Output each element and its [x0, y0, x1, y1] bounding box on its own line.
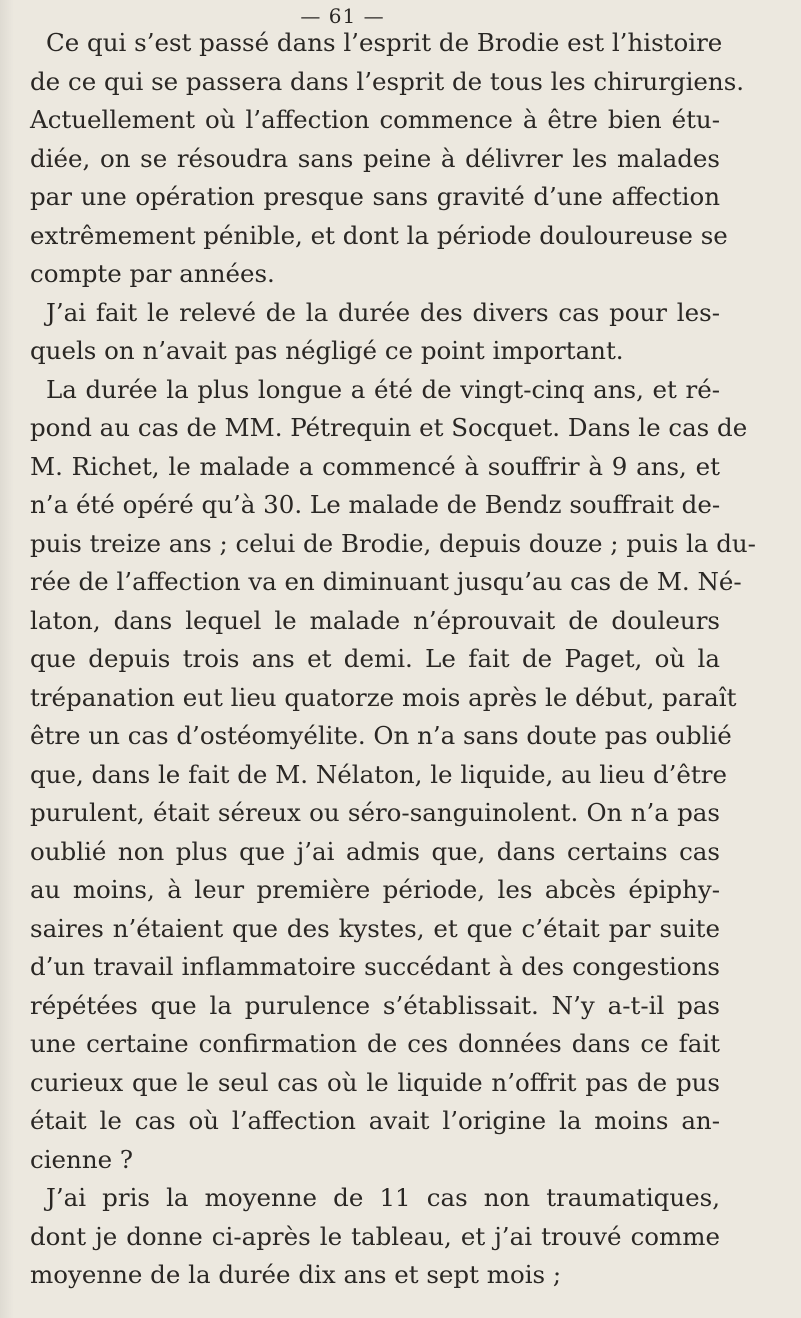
text-line: dont je donne ci-après le tableau, et j’ai trouvé comme: [30, 1221, 720, 1251]
text-line: oublié non plus que j’ai admis que, dans certains cas: [30, 836, 720, 866]
page-edge-shadow: [0, 0, 14, 1318]
text-line: saires n’étaient que des kystes, et que c’était par suite: [30, 913, 720, 943]
text-line: purulent, était séreux ou séro-sanguinolent. On n’a pas: [30, 798, 720, 827]
text-line: trépanation eut lieu quatorze mois après le début, paraît: [30, 682, 737, 712]
text-line: que, dans le fait de M. Nélaton, le liquide, au lieu d’être: [30, 759, 727, 789]
text-line: quels on n’avait pas négligé ce point important.: [30, 336, 624, 365]
text-line: M. Richet, le malade a commencé à souffrir à 9 ans, et: [30, 451, 720, 481]
text-line: par une opération presque sans gravité d’une affection: [30, 182, 720, 211]
text-line: curieux que le seul cas où le liquide n’offrit pas de pus: [30, 1067, 720, 1097]
text-line: n’a été opéré qu’à 30. Le malade de Bendz souffrait de-: [30, 490, 721, 519]
text-line: laton, dans lequel le malade n’éprouvait de douleurs: [30, 605, 720, 635]
text-line: Actuellement où l’affection commence à être bien étu-: [30, 105, 720, 134]
text-line: être un cas d’ostéomyélite. On n’a sans doute pas oublié: [30, 721, 732, 750]
text-line: d’un travail inflammatoire succédant à des congestions: [30, 952, 720, 981]
body-text: [30, 24, 756, 1295]
text-line: moyenne de la durée dix ans et sept mois ;: [30, 1260, 562, 1289]
text-line: diée, on se résoudra sans peine à délivrer les malades: [30, 143, 720, 173]
text-line: cienne ?: [30, 1144, 134, 1174]
text-line: que depuis trois ans et demi. Le fait de Paget, où la: [30, 644, 720, 673]
text-line: répétées que la purulence s’établissait. N’y a-t-il pas: [30, 990, 720, 1020]
text-line: de ce qui se passera dans l’esprit de tous les chirurgiens.: [30, 66, 745, 96]
page-number: — 61 —: [300, 4, 385, 28]
text-line: La durée la plus longue a été de vingt-cinq ans, et ré-: [46, 374, 720, 404]
text-line: rée de l’affection va en diminuant jusqu’au cas de M. Né-: [30, 567, 742, 596]
text-line: était le cas où l’affection avait l’origine la moins an-: [30, 1106, 720, 1135]
text-line: Ce qui s’est passé dans l’esprit de Brodie est l’histoire: [46, 28, 723, 57]
text-line: au moins, à leur première période, les abcès épiphy-: [30, 875, 720, 904]
text-line: J’ai fait le relevé de la durée des divers cas pour les-: [46, 297, 720, 327]
text-line: puis treize ans ; celui de Brodie, depuis douze ; puis la du-: [30, 528, 756, 558]
text-line: extrêmement pénible, et dont la période douloureuse se: [30, 220, 728, 250]
text-line: J’ai pris la moyenne de 11 cas non traumatiques,: [46, 1183, 720, 1212]
text-line: compte par années.: [30, 259, 275, 288]
text-line: une certaine confirmation de ces données dans ce fait: [30, 1029, 720, 1058]
text-line: pond au cas de MM. Pétrequin et Socquet. Dans le cas de: [30, 413, 748, 442]
